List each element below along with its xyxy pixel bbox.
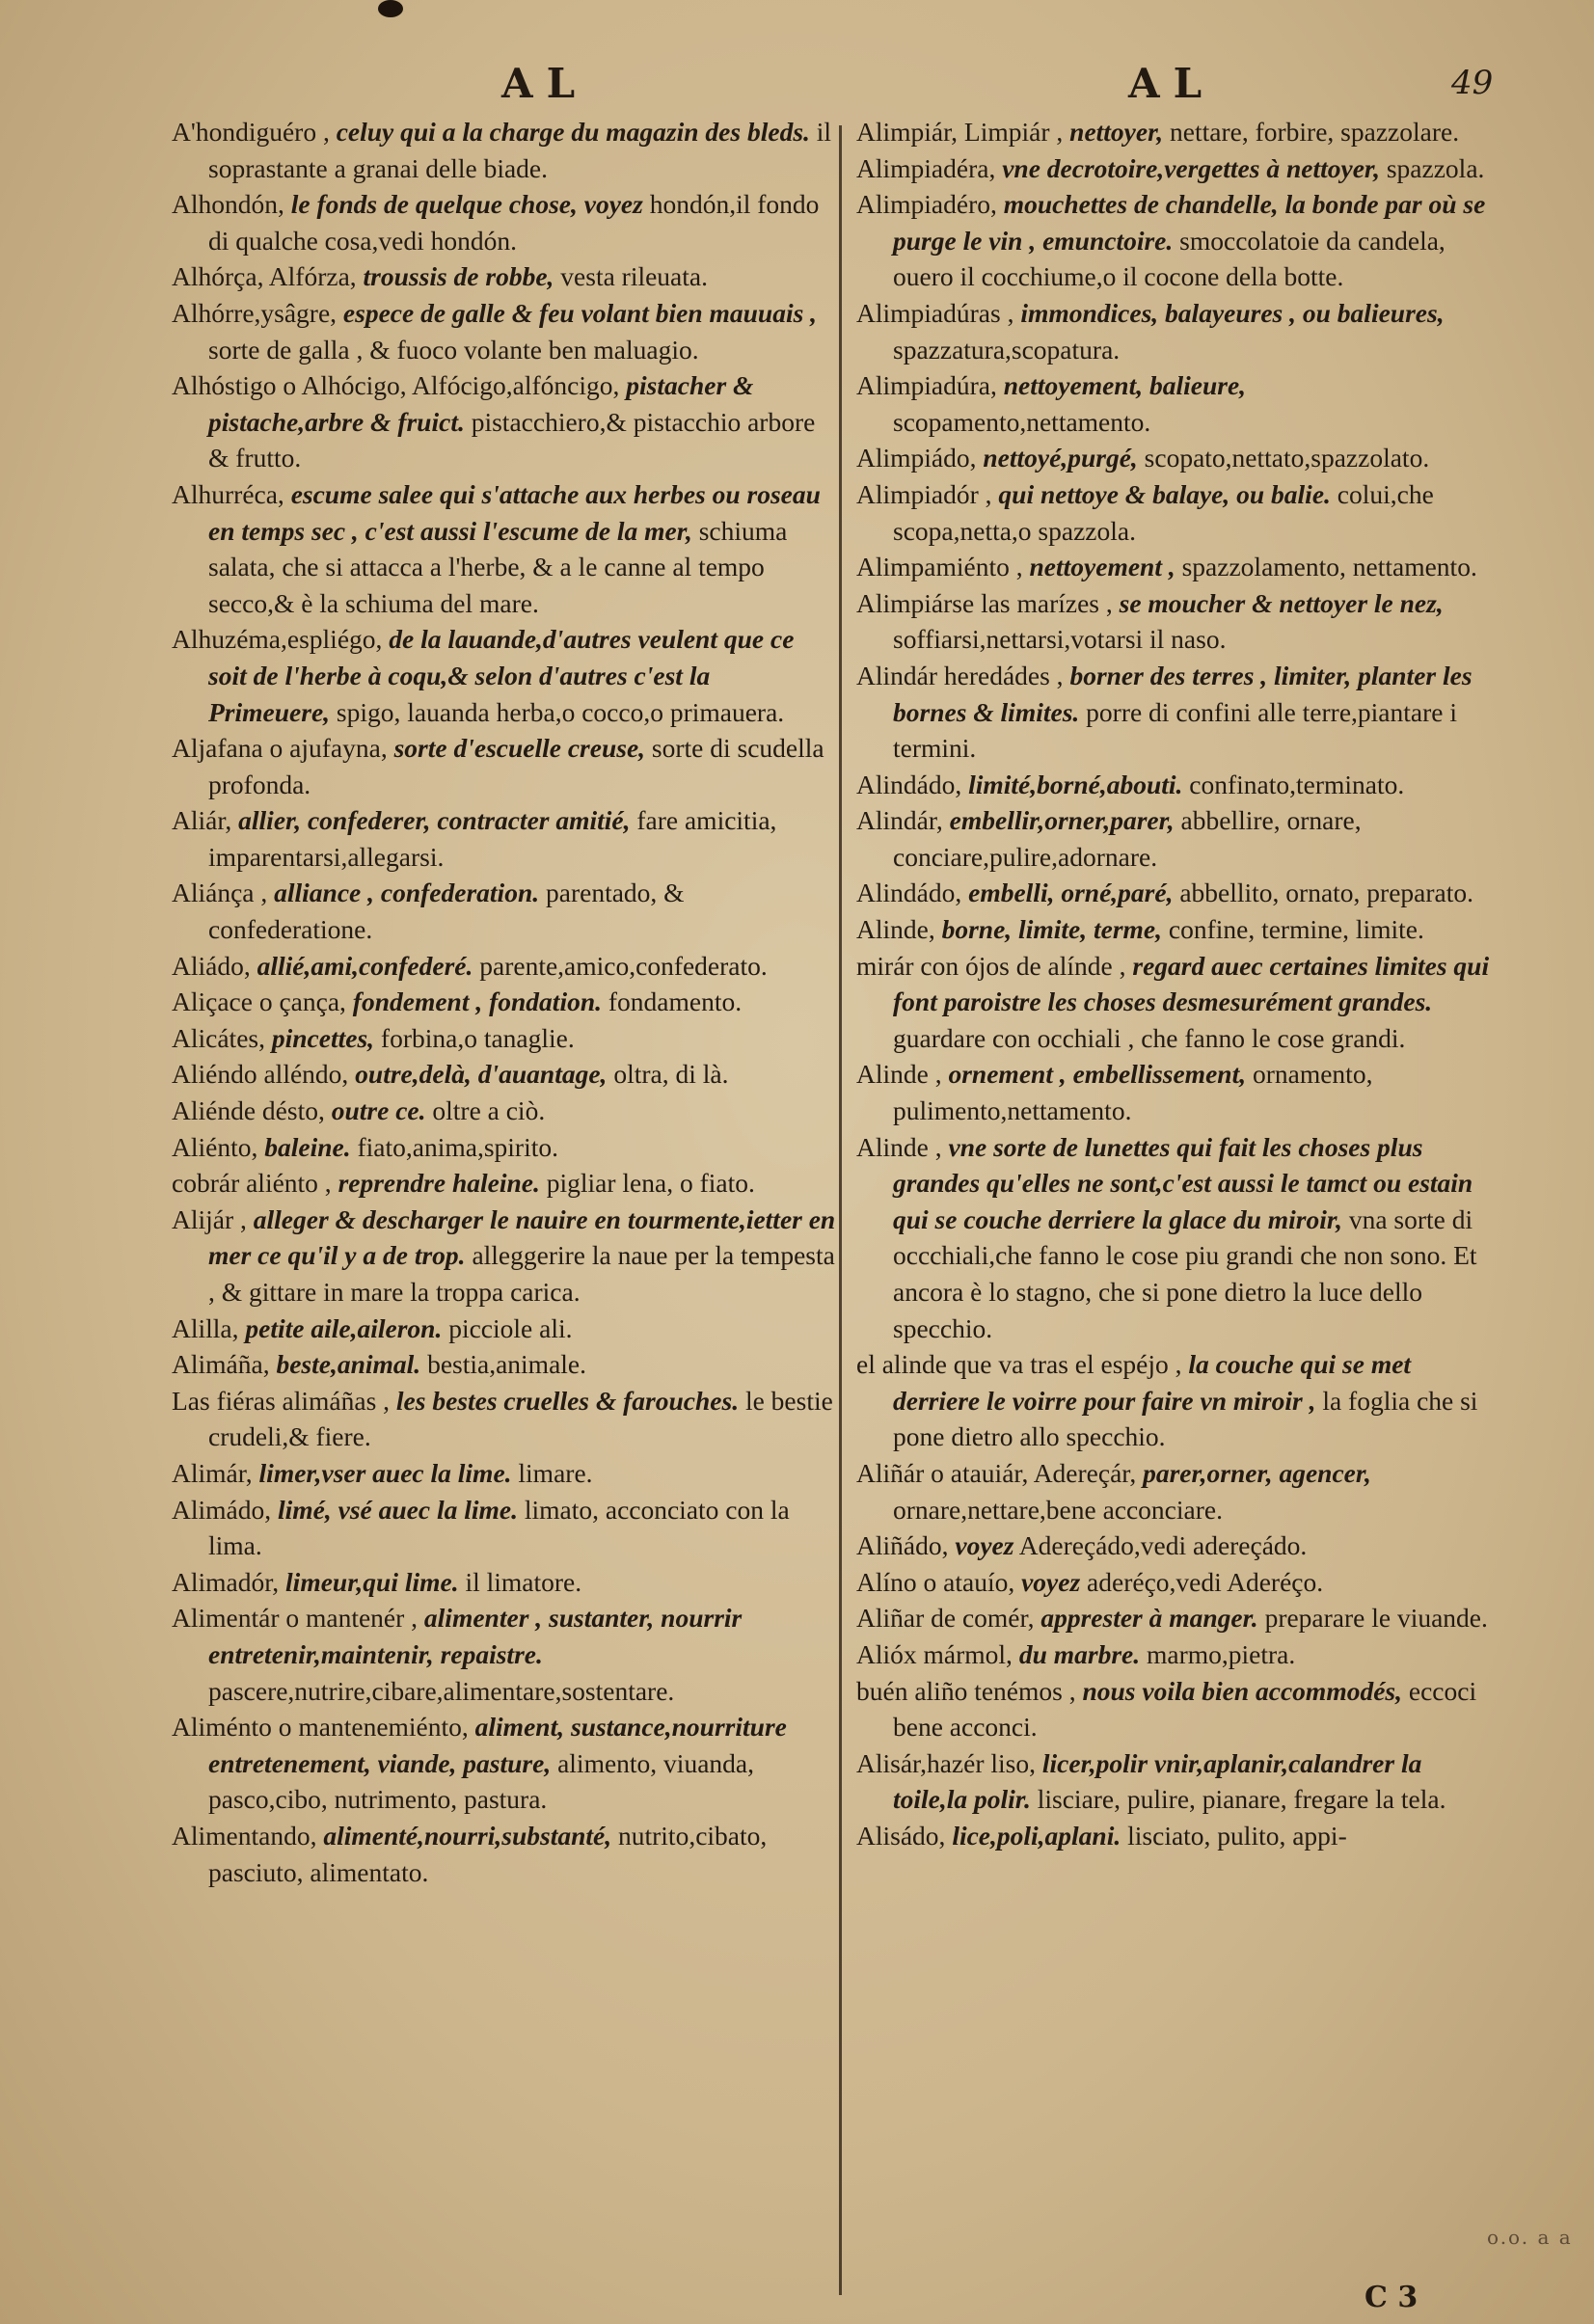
dictionary-entry — [856, 1129, 1502, 1347]
french-gloss: allier, confederer, contracter amitié, — [238, 805, 631, 836]
headword: Alimpiár, Limpiár , — [856, 117, 1064, 147]
headword: Aljafana o ajufayna, — [172, 733, 388, 764]
dictionary-entry — [172, 621, 837, 730]
headword: Alhondón, — [172, 189, 284, 220]
french-gloss: borne, limite, terme, — [941, 914, 1162, 945]
signature-mark: C 3 — [1364, 2281, 1418, 2314]
french-gloss: sorte d'escuelle creuse, — [393, 733, 646, 764]
french-gloss: embellir,orner,parer, — [949, 805, 1175, 836]
headword: Alindár heredádes , — [856, 660, 1064, 690]
italian-gloss: fiato,anima,spirito. — [357, 1131, 558, 1162]
dictionary-entry — [856, 1673, 1502, 1745]
dictionary-entry — [172, 1818, 837, 1890]
italian-gloss: fare amicitia, imparentarsi,allegarsi. — [208, 805, 777, 872]
dictionary-entry — [172, 875, 837, 947]
headword: Aliár, — [172, 805, 232, 836]
italian-gloss: colui,che scopa,netta,o spazzola. — [893, 478, 1434, 546]
headword: Alimentando, — [172, 1820, 317, 1851]
page-number: 49 — [1451, 64, 1494, 102]
headword: Aliádo, — [172, 950, 251, 981]
headword: Alimádo, — [172, 1494, 272, 1525]
dictionary-entry — [856, 585, 1502, 658]
french-gloss: beste,animal. — [276, 1349, 421, 1380]
italian-gloss: le bestie crudeli,& fiere. — [208, 1385, 833, 1452]
french-gloss: vne decrotoire,vergettes à nettoyer, — [1002, 152, 1380, 183]
headword: Alhóstigo o Alhócigo, Alfócigo,alfóncigo, — [172, 370, 620, 401]
dictionary-entry — [172, 948, 837, 985]
left-column — [172, 114, 837, 1890]
french-gloss: nettoyement , — [1029, 552, 1175, 582]
headword: Las fiéras alimáñas , — [172, 1385, 391, 1416]
italian-gloss: aderéço,vedi Aderéço. — [1087, 1566, 1324, 1597]
italian-gloss: oltra, di là. — [613, 1059, 729, 1090]
italian-gloss: soffiarsi,nettarsi,votarsi il naso. — [893, 624, 1227, 655]
right-column — [856, 114, 1502, 1854]
dictionary-entry — [172, 1056, 837, 1093]
italian-gloss: spazzatura,scopatura. — [893, 334, 1121, 365]
french-gloss: pistacher & pistache,arbre & fruict. — [208, 370, 754, 437]
running-header-right: AL — [1128, 60, 1216, 107]
dictionary-entry — [856, 114, 1502, 150]
french-gloss: parer,orner, agencer, — [1143, 1457, 1371, 1488]
french-gloss: alimenté,nourri,substanté, — [323, 1820, 612, 1851]
italian-gloss: parente,amico,confederato. — [479, 950, 768, 981]
french-gloss: troussis de robbe, — [363, 261, 554, 292]
headword: Aliñár o atauiár, Adereçár, — [856, 1457, 1137, 1488]
dictionary-entry — [172, 258, 837, 295]
dictionary-entry — [856, 476, 1502, 549]
french-gloss: limeur,qui lime. — [285, 1566, 459, 1597]
headword: Alimentár o mantenér , — [172, 1603, 419, 1634]
french-gloss: espece de galle & feu volant bien mauuais , — [342, 297, 818, 328]
dictionary-entry — [172, 730, 837, 802]
italian-gloss: nettare, forbire, spazzolare. — [1170, 117, 1460, 147]
dictionary-entry — [172, 1311, 837, 1347]
french-gloss: aliment, sustance,nourriture entretenement, viande, pasture, — [208, 1712, 787, 1778]
headword: Alinde , — [856, 1131, 942, 1162]
headword: Alhórre,ysâgre, — [172, 297, 338, 328]
headword: Aliánça , — [172, 878, 268, 908]
french-gloss: ornement , embellissement, — [948, 1059, 1247, 1090]
french-gloss: la couche qui se met derriere le voirre pour faire vn miroir , — [893, 1349, 1412, 1416]
french-gloss: alimenter , sustanter, nourrir entretenir,maintenir, repaistre. — [208, 1603, 743, 1669]
italian-gloss: vesta rileuata. — [560, 261, 708, 292]
italian-gloss: pigliar lena, o fiato. — [546, 1168, 755, 1199]
italian-gloss: abbellito, ornato, preparato. — [1179, 878, 1474, 908]
dictionary-entry — [172, 1093, 837, 1129]
dictionary-entry — [172, 1383, 837, 1455]
french-gloss: petite aile,aileron. — [245, 1312, 443, 1343]
italian-gloss: lisciato, pulito, appi- — [1127, 1820, 1347, 1851]
italian-gloss: lisciare, pulire, pianare, fregare la tela. — [1037, 1784, 1446, 1815]
headword: Alimpiadúra, — [856, 370, 997, 401]
italian-gloss: scopamento,nettamento. — [893, 406, 1151, 437]
french-gloss: alliance , confederation. — [274, 878, 540, 908]
headword: Alindádo, — [856, 769, 962, 799]
italian-gloss: sorte di scudella profonda. — [208, 733, 824, 799]
dictionary-entry — [172, 1600, 837, 1709]
italian-gloss: spigo, lauanda herba,o cocco,o primauera. — [336, 696, 785, 727]
french-gloss: celuy qui a la charge du magazin des bleds. — [336, 117, 810, 147]
italian-gloss: il soprastante a granai delle biade. — [208, 117, 832, 183]
dictionary-entry — [856, 658, 1502, 767]
italian-gloss: forbina,o tanaglie. — [380, 1022, 575, 1053]
dictionary-entry — [172, 1455, 837, 1492]
italian-gloss: spazzola. — [1386, 152, 1485, 183]
headword: Alimpiadór , — [856, 478, 992, 509]
italian-gloss: schiuma salata, che si attacca a l'herbe, & a le canne al tempo secco,& è la schiuma del mare. — [208, 515, 788, 618]
dictionary-entry — [856, 186, 1502, 295]
headword: Alijár , — [172, 1203, 247, 1234]
french-gloss: qui nettoye & balaye, ou balie. — [998, 478, 1331, 509]
dictionary-entry — [856, 1600, 1502, 1636]
italian-gloss: picciole ali. — [448, 1312, 573, 1343]
italian-gloss: hondón,il fondo di qualche cosa,vedi hondón. — [208, 189, 820, 256]
french-gloss: voyez — [955, 1530, 1014, 1561]
headword: Alimpiárse las marízes , — [856, 587, 1113, 618]
dictionary-entry — [172, 1129, 837, 1166]
french-gloss: fondement , fondation. — [352, 986, 603, 1017]
headword: Aliéndo alléndo, — [172, 1059, 349, 1090]
dictionary-entry — [856, 1527, 1502, 1564]
italian-gloss: pascere,nutrire,cibare,alimentare,sostentare. — [208, 1675, 675, 1706]
italian-gloss: sorte de galla , & fuoco volante ben maluagio. — [208, 334, 699, 365]
italian-gloss: ornamento, pulimento,nettamento. — [893, 1059, 1373, 1126]
headword: A'hondiguéro , — [172, 117, 330, 147]
italian-gloss: spazzolamento, nettamento. — [1181, 552, 1477, 582]
french-gloss: du marbre. — [1018, 1638, 1141, 1669]
headword: buén aliño tenémos , — [856, 1675, 1076, 1706]
french-gloss: les bestes cruelles & farouches. — [395, 1385, 740, 1416]
dictionary-entry — [172, 802, 837, 875]
headword: cobrár aliénto , — [172, 1168, 332, 1199]
italian-gloss: ornare,nettare,bene acconciare. — [893, 1494, 1223, 1525]
dictionary-entry — [856, 549, 1502, 585]
dictionary-entry — [856, 1346, 1502, 1455]
french-gloss: lice,poli,aplani. — [952, 1820, 1121, 1851]
headword: Alimpiadéra, — [856, 152, 996, 183]
dictionary-entry — [172, 1020, 837, 1057]
french-gloss: immondices, balayeures , ou balieures, — [1020, 297, 1445, 328]
italian-gloss: limato, acconciato con la lima. — [208, 1494, 790, 1561]
dictionary-entry — [172, 476, 837, 621]
ink-blot — [378, 0, 403, 17]
french-gloss: outre ce. — [331, 1095, 426, 1126]
headword: Alisár,hazér liso, — [856, 1747, 1036, 1778]
headword: Alilla, — [172, 1312, 239, 1343]
headword: Alíno o atauío, — [856, 1566, 1015, 1597]
italian-gloss: alimento, viuanda, pasco,cibo, nutrimento, pastura. — [208, 1747, 754, 1815]
italian-gloss: smoccolatoie da candela, ouero il cocchiume,o il cocone della botte. — [893, 225, 1445, 292]
dictionary-entry — [856, 767, 1502, 803]
dictionary-entry — [856, 802, 1502, 875]
italian-gloss: vna sorte di occchiali,che fanno le cose piu grandi che non sono. Et ancora è lo stagno, che si pone dietro la luce dello specchio. — [893, 1203, 1477, 1343]
dictionary-entry — [172, 1346, 837, 1383]
headword: Aliénde désto, — [172, 1095, 325, 1126]
french-gloss: allié,ami,confederé. — [257, 950, 473, 981]
dictionary-entry — [172, 295, 837, 367]
italian-gloss: guardare con occhiali , che fanno le cose grandi. — [893, 1022, 1406, 1053]
dictionary-entry — [856, 150, 1502, 187]
dictionary-entry — [172, 984, 837, 1020]
headword: Alisádo, — [856, 1820, 946, 1851]
french-gloss: vne sorte de lunettes qui fait les choses plus grandes qu'elles ne sont,c'est aussi le tamct ou estain qui se couche derriere la glace du miroir, — [893, 1131, 1473, 1234]
headword: Alimadór, — [172, 1566, 280, 1597]
italian-gloss: fondamento. — [608, 986, 743, 1017]
headword: Aliénto, — [172, 1131, 258, 1162]
french-gloss: nettoyer, — [1069, 117, 1164, 147]
headword: Alimpiadéro, — [856, 189, 997, 220]
headword: Alinde, — [856, 914, 935, 945]
dictionary-entry — [172, 367, 837, 476]
italian-gloss: eccoci bene acconci. — [893, 1675, 1477, 1743]
dictionary-entry — [856, 440, 1502, 476]
headword: mirár con ójos de alínde , — [856, 950, 1126, 981]
headword: Aliñar de comér, — [856, 1603, 1035, 1634]
margin-note: o.o. a a — [1487, 2226, 1573, 2249]
dictionary-entry — [856, 1455, 1502, 1527]
headword: Alhurréca, — [172, 478, 284, 509]
french-gloss: alleger & descharger le nauire en tourmente,ietter en mer ce qu'il y a de trop. — [208, 1203, 836, 1271]
headword: Alimáña, — [172, 1349, 270, 1380]
headword: Alinde , — [856, 1059, 942, 1090]
french-gloss: borner des terres , limiter, planter les bornes & limites. — [893, 660, 1472, 727]
dictionary-entry — [172, 1202, 837, 1311]
italian-gloss: limare. — [518, 1457, 593, 1488]
french-gloss: limité,borné,abouti. — [968, 769, 1183, 799]
french-gloss: se moucher & nettoyer le nez, — [1119, 587, 1444, 618]
dictionary-entry — [856, 1636, 1502, 1673]
dictionary-entry — [172, 114, 837, 186]
italian-gloss: scopato,nettato,spazzolato. — [1144, 443, 1430, 473]
column-divider — [839, 125, 842, 2295]
dictionary-entry — [856, 948, 1502, 1057]
italian-gloss: il limatore. — [465, 1566, 582, 1597]
french-gloss: outre,delà, d'auantage, — [355, 1059, 608, 1090]
french-gloss: licer,polir vnir,aplanir,calandrer la toile,la polir. — [893, 1747, 1422, 1815]
headword: el alinde que va tras el espéjo , — [856, 1349, 1182, 1380]
french-gloss: nettoyement, balieure, — [1003, 370, 1247, 401]
french-gloss: reprendre haleine. — [338, 1168, 540, 1199]
dictionary-entry — [856, 875, 1502, 911]
italian-gloss: pistacchiero,& pistacchio arbore & frutto. — [208, 406, 816, 473]
headword: Aliñádo, — [856, 1530, 949, 1561]
dictionary-entry — [856, 1818, 1502, 1854]
french-gloss: le fonds de quelque chose, voyez — [290, 189, 643, 220]
headword: Alimpiadúras , — [856, 297, 1014, 328]
italian-gloss: oltre a ciò. — [432, 1095, 546, 1126]
french-gloss: regard auec certaines limites qui font paroistre les choses desmesurément grandes. — [893, 950, 1490, 1017]
dictionary-entry — [856, 911, 1502, 948]
italian-gloss: porre di confini alle terre,piantare i termini. — [893, 696, 1457, 764]
headword: Alimpiádo, — [856, 443, 977, 473]
italian-gloss: alleggerire la naue per la tempesta , & gittare in mare la troppa carica. — [208, 1240, 835, 1307]
dictionary-entry — [172, 1165, 837, 1202]
dictionary-entry — [856, 367, 1502, 440]
dictionary-entry — [172, 186, 837, 258]
italian-gloss: la foglia che si pone dietro allo specchio. — [893, 1385, 1478, 1452]
french-gloss: limer,vser auec la lime. — [258, 1457, 512, 1488]
italian-gloss: abbellire, ornare, conciare,pulire,adornare. — [893, 805, 1362, 872]
headword: Alindár, — [856, 805, 943, 836]
dictionary-entry — [172, 1564, 837, 1601]
french-gloss: nous voila bien accommodés, — [1082, 1675, 1402, 1706]
dictionary-entry — [856, 1056, 1502, 1128]
french-gloss: limé, vsé auec la lime. — [278, 1494, 518, 1525]
french-gloss: pincettes, — [271, 1022, 375, 1053]
dictionary-entry — [856, 295, 1502, 367]
italian-gloss: Adereçádo,vedi adereçádo. — [1018, 1530, 1308, 1561]
french-gloss: mouchettes de chandelle, la bonde par où se purge le vin , emunctoire. — [893, 189, 1486, 256]
italian-gloss: bestia,animale. — [427, 1349, 586, 1380]
french-gloss: nettoyé,purgé, — [983, 443, 1138, 473]
french-gloss: apprester à manger. — [1040, 1603, 1258, 1634]
french-gloss: escume salee qui s'attache aux herbes ou roseau en temps sec , c'est aussi l'escume de la mer, — [208, 478, 821, 546]
french-gloss: baleine. — [264, 1131, 351, 1162]
headword: Aliménto o mantenemiénto, — [172, 1712, 469, 1743]
running-header-left: AL — [501, 60, 589, 107]
italian-gloss: confine, termine, limite. — [1168, 914, 1424, 945]
italian-gloss: nutrito,cibato, pasciuto, alimentato. — [208, 1820, 768, 1887]
headword: Alicátes, — [172, 1022, 265, 1053]
italian-gloss: marmo,pietra. — [1146, 1638, 1296, 1669]
headword: Alimár, — [172, 1457, 253, 1488]
italian-gloss: preparare le viuande. — [1264, 1603, 1488, 1634]
dictionary-entry — [172, 1492, 837, 1564]
headword: Alimpamiénto , — [856, 552, 1023, 582]
headword: Alindádo, — [856, 878, 962, 908]
headword: Aliçace o çança, — [172, 986, 346, 1017]
french-gloss: voyez — [1021, 1566, 1081, 1597]
dictionary-entry — [856, 1564, 1502, 1601]
dictionary-entry — [172, 1709, 837, 1818]
french-gloss: de la lauande,d'autres veulent que ce soit de l'herbe à coqu,& selon d'autres c'est la Primeuere, — [208, 624, 795, 727]
dictionary-entry — [856, 1745, 1502, 1818]
french-gloss: embelli, orné,paré, — [968, 878, 1174, 908]
headword: Alhórça, Alfórza, — [172, 261, 357, 292]
headword: Alhuzéma,espliégo, — [172, 624, 383, 655]
italian-gloss: parentado, & confederatione. — [208, 878, 685, 945]
headword: Alióx mármol, — [856, 1638, 1013, 1669]
italian-gloss: confinato,terminato. — [1189, 769, 1405, 799]
